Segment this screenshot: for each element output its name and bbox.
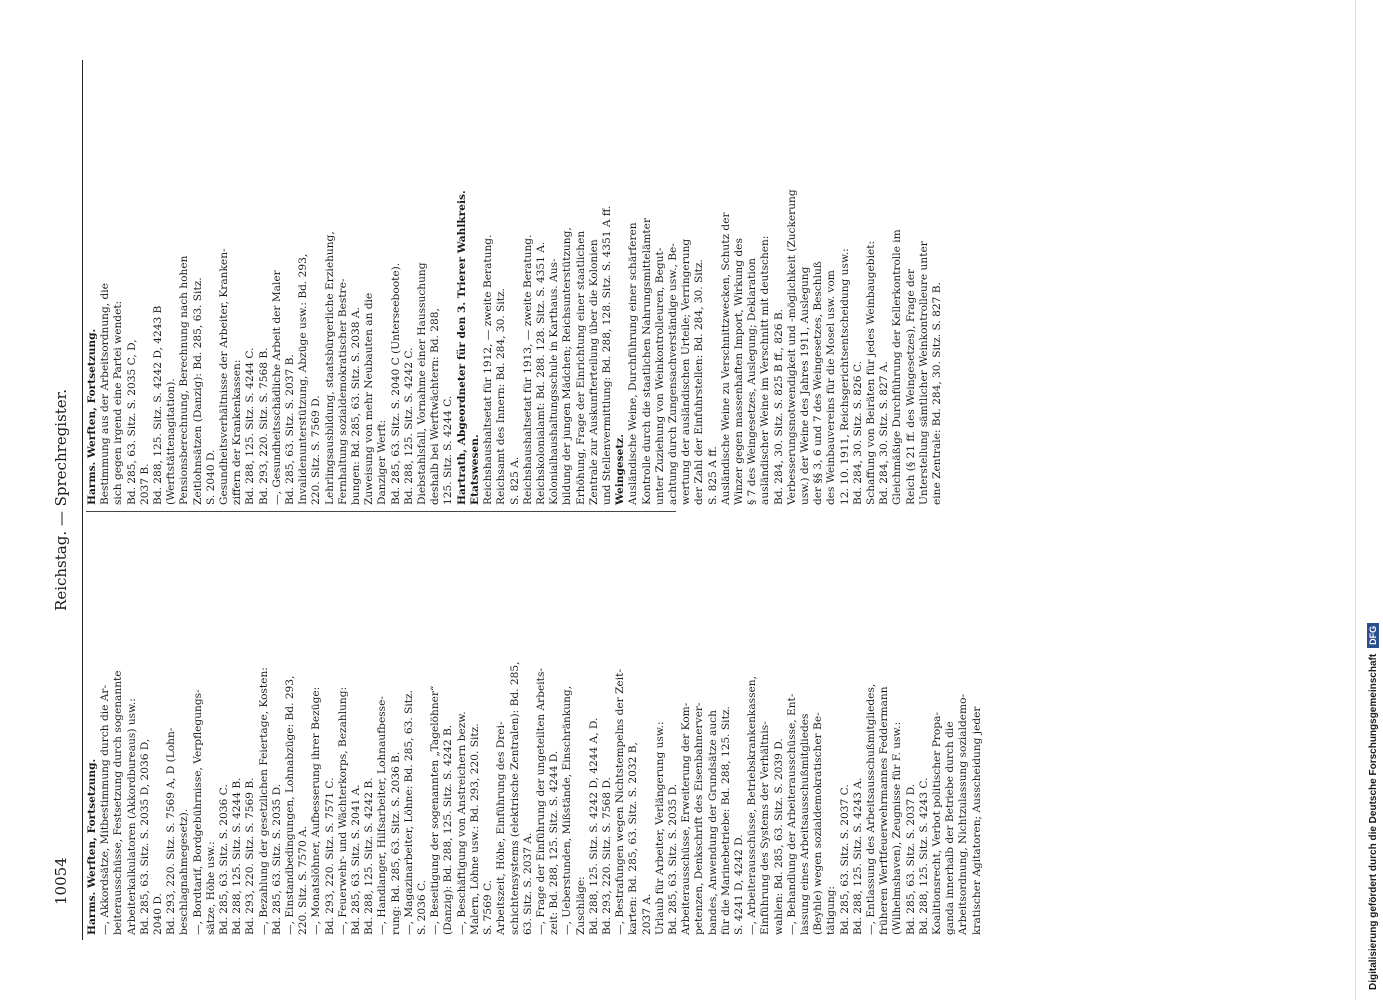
index-line: karten: Bd. 285, 63. Sitz. S. 2032 B, — [627, 742, 640, 935]
index-line: Bd. 285, 63. Sitz. S. 2035 D. — [666, 783, 679, 935]
index-line: 2037 A. — [640, 893, 653, 935]
index-line: beschlagnahmegesetz). — [178, 808, 191, 935]
index-line: —, Ueberstunden, Mißstände, Einschränkung, — [561, 685, 574, 935]
index-line: Ausländische Weine zu Verschnittzwecken, Schutz der — [719, 212, 732, 505]
index-line: eine Zentrale: Bd. 284, 30. Sitz. S. 827 B. — [931, 282, 943, 505]
index-line: —, Bestrafungen wegen Nichtstempelns der Zeit- — [614, 669, 627, 935]
index-line: Harms. Werften, Fortsetzung. — [86, 328, 98, 505]
index-line: Bd. 288, 125. Sitz. S. 4243 A. — [851, 777, 864, 935]
index-line: unter Zuziehung von Weinkontrolleuren, Begut- — [653, 247, 666, 505]
index-line: (Wilhelmshaven), Zeugnisse für F. usw.: — [891, 721, 904, 935]
index-line: ausländischer Weine im Verschnitt mit deutschen: — [759, 235, 772, 505]
index-line: 220. Sitz. S. 7570 A. — [297, 825, 310, 935]
index-line: Bd. 293, 220. Sitz. S. 7568 B. — [257, 347, 270, 505]
index-line: Bd. 288, 125. Sitz. S. 4244 C. — [244, 347, 257, 505]
dfg-logo: DFG — [1367, 623, 1379, 648]
index-line: deshalb bei Werftwächtern: Bd. 288, — [429, 308, 442, 505]
index-line: Arbeiterausschüsse, Erweiterung der Kom- — [680, 702, 693, 935]
index-line: —, Gesundheitsschädliche Arbeit der Maler — [270, 270, 283, 505]
left-column — [86, 510, 983, 935]
index-line: Reichskolonialamt: Bd. 288. 128. Sitz. S. 4351 A. — [534, 241, 547, 505]
index-line: Bd. 293, 220. Sitz. S. 7569 A, D (Lohn- — [165, 727, 178, 935]
index-line: Gleichmäßige Durchführung der Kellerkontrolle im — [891, 229, 904, 505]
index-line: Bd. 293, 220. Sitz. S. 7571 C. — [323, 777, 336, 935]
index-line: bungen: Bd. 285, 63. Sitz. S. 2038 A. — [350, 307, 363, 505]
index-line: Gesundheitsverhältnisse der Arbeiter, Kranken- — [218, 248, 231, 505]
credit-text: Digitalisierung gefördert durch die Deutsche Forschungsgemeinschaft — [1367, 653, 1379, 990]
index-line: Bd. 284, 30. Sitz. S. 825 B ff., 826 B. — [772, 308, 785, 505]
index-line: Kontrolle durch die staatlichen Nahrungsmittelämter — [640, 217, 653, 505]
index-line: Invalidenunterstützung, Abzüge usw.: Bd. 293, — [297, 253, 310, 505]
index-line: ziffern der Krankenkassen: — [231, 359, 244, 505]
index-line: —, Frage der Einführung der ungeteilten Arbeits- — [534, 668, 547, 935]
index-line: —, Behandlung der Arbeiterausschüsse, Ent- — [785, 693, 798, 935]
index-line: 63. Sitz. S. 2037 A. — [521, 832, 534, 935]
index-line: —, Arbeiterausschüsse, Betriebskrankenkassen, — [746, 676, 759, 935]
index-line: (Danzig): Bd. 288, 125. Sitz. S. 4242 B. — [442, 724, 455, 935]
index-line: Bd. 285, 63. Sitz. S. 2035 D, 2036 D, — [138, 738, 151, 935]
index-line: Reichshaushaltsetat für 1913, — zweite Beratung. — [521, 234, 534, 505]
index-line: der §§ 3, 6 und 7 des Weingesetzes, Beschluß — [812, 261, 825, 505]
index-line: Harms. Werften, Fortsetzung. — [86, 758, 98, 935]
scan-edge — [1355, 0, 1356, 1000]
index-line: Fernhaltung sozialdemokratischer Bestre- — [336, 278, 349, 505]
index-line: Bd. 288, 125. Sitz. S. 4242 D, 4243 B — [152, 305, 165, 505]
index-line: Arbeiterkalkulatoren (Akkordbureaus) usw.: — [125, 698, 138, 935]
index-line: Lehrlingsausbildung, staatsbürgerliche Erziehung, — [323, 231, 336, 505]
index-line: Bd. 285, 63. Sitz. S. 2041 A. — [350, 784, 363, 935]
index-line: zeit: Bd. 288, 125. Sitz. S. 4244 D. — [548, 750, 561, 935]
index-line: schichtensystems (elektrische Zentralen): Bd. 285, — [508, 661, 521, 935]
index-line: Weingesetz. — [614, 434, 627, 505]
index-line: (Beyhle) wegen sozialdemokratischer Be- — [812, 712, 825, 935]
index-line: Erhöhung, Frage der Einrichtung einer staatlichen — [574, 230, 587, 505]
index-line: sätze, Höhe usw.: — [204, 841, 217, 935]
index-line: Zeitlohnsätzen (Danzig): Bd. 285, 63. Sitz. — [191, 277, 204, 505]
index-line: Malern, Löhne usw.: Bd. 293, 220. Sitz. — [468, 723, 481, 935]
index-line: Bd. 285, 63. Sitz. S. 2037 C. — [838, 784, 851, 935]
index-line: S. 4241 D, 4242 D. — [732, 834, 745, 935]
index-line: —, Monatslöhner, Aufbesserung ihrer Bezüge: — [310, 686, 323, 935]
index-line: —, Bezahlung der gesetzlichen Feiertage, Kosten: — [257, 667, 270, 935]
index-line: Arbeitsordnung, Nichtzulassung sozialdemo- — [957, 693, 970, 935]
index-line: sich gegen irgend eine Partei wendet: — [112, 300, 125, 505]
index-line: Bestimmung aus der Arbeitsordnung, die — [99, 283, 112, 505]
index-line: Zuschläge: — [574, 876, 587, 935]
index-line: Verbesserungsnotwendigkeit und -möglichkeit (Zuckerung — [785, 189, 798, 505]
index-line: 125. Sitz. S. 4244 C. — [442, 395, 455, 505]
header-rule — [82, 60, 83, 940]
index-line: —, Bordtarif, Bordgebührnisse, Verpflegungs- — [191, 689, 204, 935]
index-line: Koalitionsrecht, Verbot politischer Propa- — [931, 712, 943, 935]
index-line: Urlaub für Arbeiter, Verlängerung usw.: — [653, 721, 666, 935]
index-line: Diebstahlsfall, Vornahme einer Haussuchung — [416, 262, 429, 505]
index-line: Ausländische Weine, Durchführung einer schärferen — [627, 222, 640, 505]
index-line: Unterstellung sämtlicher Weinkontrolleure unter — [917, 241, 930, 505]
index-line: Pensionsberechnung, Berechnung nach hohen — [178, 255, 191, 505]
index-line: Hartrath, Abgeordneter für den 3. Trierer Wahlkreis. — [455, 190, 468, 505]
index-line: der Zahl der Einfuhrstellen: Bd. 284, 30. Sitz. — [693, 259, 706, 505]
index-line: Bd. 288, 125. Sitz. S. 4242 B. — [363, 777, 376, 935]
index-line: rung: Bd. 285, 63. Sitz. S. 2036 B. — [389, 751, 402, 935]
index-line: tätigung: — [825, 886, 838, 935]
index-line: Arbeitszeit, Höhe, Einführung des Drei- — [495, 721, 508, 935]
index-line: Kolonialhaushaltungsschule in Karthaus. Aus- — [548, 258, 561, 505]
index-line: ganda innerhalb der Betriebe durch die — [944, 721, 957, 935]
page-number: 10054 — [52, 857, 70, 905]
index-line: Bd. 293, 220. Sitz. S. 7569 B. — [244, 777, 257, 935]
index-line: Zentrale zur Auskunfterteilung über die Kolonien — [587, 239, 600, 505]
running-title: Reichstag. — Sprechregister. — [52, 389, 70, 611]
index-line: Einführung des Systems der Verhältnis- — [759, 721, 772, 935]
index-line: Winzer gegen massenhaften Import, Wirkung des — [732, 238, 745, 505]
index-line: —, Akkordsätze, Mitbestimmung durch die Ar- — [99, 684, 112, 935]
index-line: Bd. 285, 63. Sitz. S. 2035 C, D, — [125, 339, 138, 505]
index-line: S. 2040 D. — [204, 449, 217, 505]
index-line: Bd. 288, 125. Sitz. S. 4243 C. — [917, 777, 930, 935]
index-line: S. 825 A ff. — [706, 446, 719, 505]
index-line: Zuweisung von mehr Neubauten an die — [363, 292, 376, 505]
index-line: —, Beseitigung der sogenannten „Tagelöhner“ — [429, 685, 442, 935]
index-line: wertung der ausländischen Urteile; Verringerung — [680, 238, 693, 505]
index-line: beiterausschüsse, Festsetzung durch sogenannte — [112, 670, 125, 935]
index-line: des Weinbauvereins für die Mosel usw. vom — [825, 270, 838, 505]
index-line: kratischer Agitatoren; Ausscheidung jeder — [970, 706, 983, 935]
column-divider — [86, 511, 676, 512]
index-line: Bd. 288, 125. Sitz. S. 4242 C. — [402, 347, 415, 505]
index-line: 2037 B. — [138, 463, 151, 505]
index-line: Danziger Werft: — [376, 419, 389, 505]
index-line: Bd. 285, 63. Sitz. S. 2037 D. — [904, 783, 917, 935]
index-line: Bd. 288, 125. Sitz. S. 4242 D, 4244 A, D. — [587, 717, 600, 935]
index-line: Bd. 288, 125. Sitz. S. 4244 B. — [231, 777, 244, 935]
index-line: petenzen, Denkschrift des Eisenbahnerver- — [693, 702, 706, 935]
index-line: —, Einstandbedingungen, Lohnabzüge: Bd. 293, — [284, 675, 297, 935]
index-line: S. 825 A. — [508, 456, 521, 505]
index-line: —, Magazinarbeiter, Löhne: Bd. 285, 63. Sitz. — [402, 690, 415, 935]
page-header — [52, 95, 72, 905]
index-line: wahlen: Bd. 285, 63. Sitz. S. 2039 D. — [772, 738, 785, 935]
index-line: —, Beschäftigung von Anstreichern bezw. — [455, 711, 468, 935]
index-line: S. 7569 C. — [482, 879, 495, 935]
digitization-credit — [1363, 10, 1383, 990]
index-line: Reichshaushaltsetat für 1912, — zweite Beratung. — [482, 234, 495, 505]
right-column — [86, 80, 943, 505]
index-line: Bd. 293, 220. Sitz. S. 7568 D. — [600, 777, 613, 935]
index-line: —, Feuerwehr- und Wächterkorps, Bezahlung: — [336, 686, 349, 935]
index-line: Reich (§ 21 ff. des Weingesetzes), Frage der — [904, 268, 917, 505]
index-line: 220. Sitz. S. 7569 D. — [310, 395, 323, 505]
index-line: (Werftstättenagitation). — [165, 378, 178, 505]
index-line: früheren Werftfeuerwehrmannes Feddermann — [878, 686, 891, 935]
index-line: usw.) der Weine des Jahres 1911, Auslegung — [798, 266, 811, 505]
index-line: S. 2036 C. — [416, 879, 429, 935]
index-line: für die Marinebetriebe: Bd. 288, 125. Sitz. — [719, 706, 732, 935]
index-line: —, Handlanger, Hilfsarbeiter, Lohnaufbesse- — [376, 696, 389, 935]
index-line: und Stellenvermittlung: Bd. 288, 128. Sitz. S. 4351 A ff. — [600, 205, 613, 505]
index-line: lassung eines Arbeitsausschußmitgliedes — [798, 713, 811, 935]
index-line: 2040 D. — [152, 893, 165, 935]
index-line: Bd. 285, 63. Sitz. S. 2035 D. — [270, 783, 283, 935]
index-line: Schaffung von Beiräten für jedes Weinbaugebiet: — [864, 240, 877, 505]
index-line: bildung der jungen Mädchen; Reichsunterstützung, — [561, 227, 574, 505]
index-line: achtung durch Zungensachverständige usw., Be- — [666, 243, 679, 505]
index-line: Bd. 284, 30. Sitz. S. 827 A. — [878, 361, 891, 505]
index-line: Etatswesen. — [468, 434, 481, 505]
index-line: Bd. 285, 63. Sitz. S. 2036 C. — [218, 784, 231, 935]
index-line: § 7 des Weingesetzes, Auslegung; Deklaration — [746, 258, 759, 505]
index-line: Bd. 284, 30. Sitz. S. 826 C. — [851, 361, 864, 505]
index-line: Bd. 285, 63. Sitz. S. 2037 B. — [284, 354, 297, 505]
index-line: 12. 10. 1911, Reichsgerichtsentscheidung usw.: — [838, 248, 851, 505]
index-line: —, Entlassung des Arbeitsausschußmitgliedes, — [864, 683, 877, 935]
index-line: Bd. 285, 63. Sitz. S. 2040 C (Unterseeboote). — [389, 262, 402, 505]
index-line: Reichsamt des Innern: Bd. 284, 30. Sitz. — [495, 288, 508, 505]
index-line: bandes, Anwendung der Grundsätze auch — [706, 710, 719, 935]
